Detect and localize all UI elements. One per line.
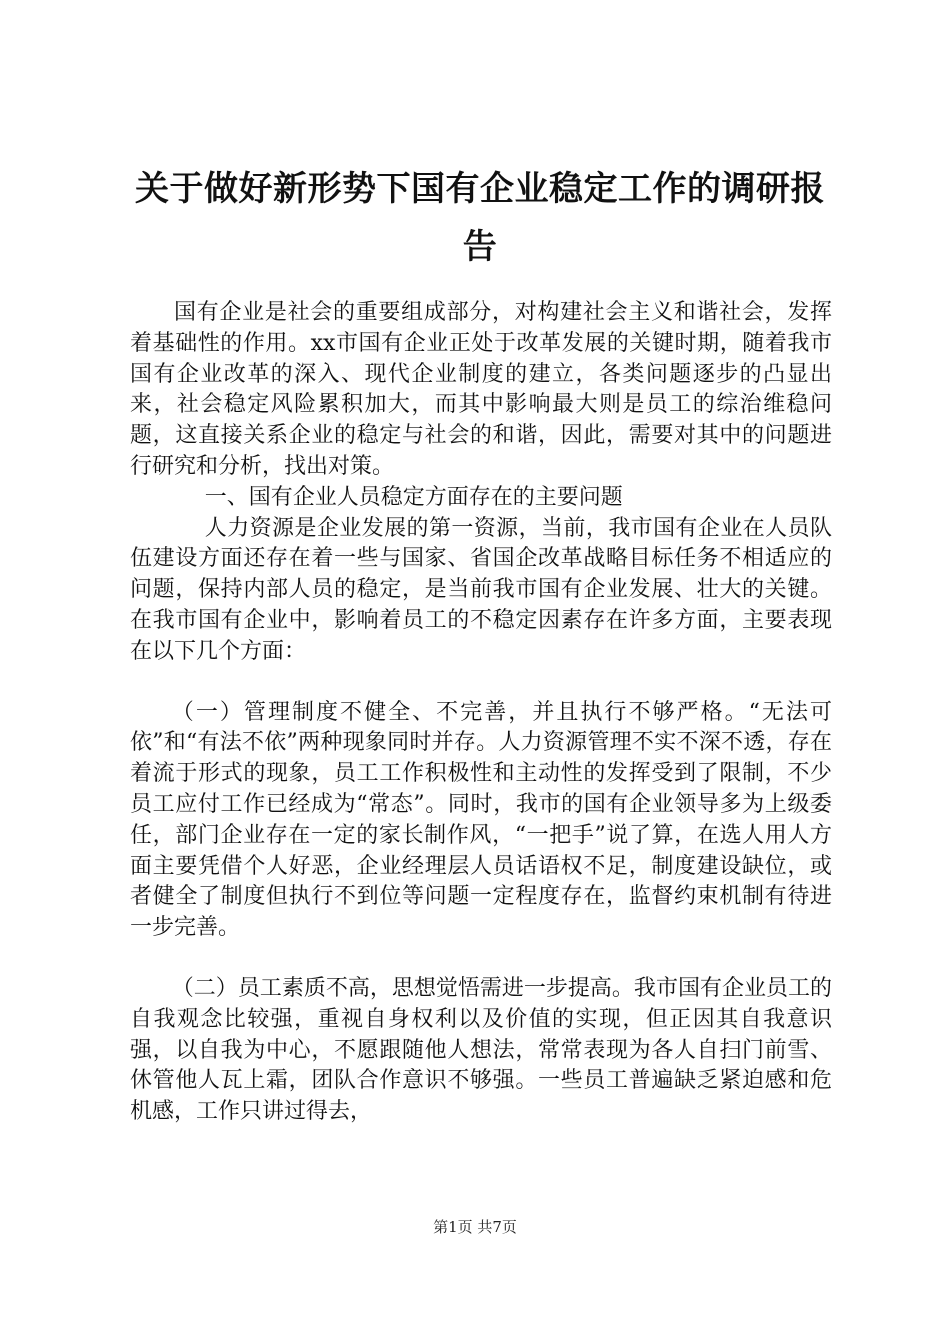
paragraph-gap xyxy=(130,944,832,974)
section-heading: 一、国有企业人员稳定方面存在的主要问题 xyxy=(204,484,623,510)
paragraph-gap xyxy=(130,668,832,698)
paragraph-human-resources: 人力资源是企业发展的第一资源，当前，我市国有企业在人员队伍建设方面还存在着一些与国家、省国企改革战略目标任务不相适应的问题，保持内部人员的稳定，是当前我市国有企业发展、壮大的关键。在我市国有企业中，影响着员工的不稳定因素存在许多方面，主要表现在以下几个方面： xyxy=(130,515,832,664)
page-number-footer: 第1页 共7页 xyxy=(433,1218,517,1236)
document-body xyxy=(130,298,832,1128)
paragraph-section-2: （二）员工素质不高，思想觉悟需进一步提高。我市国有企业员工的自我观念比较强，重视自身权利以及价值的实现，但正因其自我意识强，以自我为中心，不愿跟随他人想法，常常表现为各人自扫门前雪、休管他人瓦上霜，团队合作意识不够强。一些员工普遍缺乏紧迫感和危机感，工作只讲过得去， xyxy=(130,975,832,1125)
paragraph-intro: 国有企业是社会的重要组成部分，对构建社会主义和谐社会，发挥着基础性的作用。xx市国有企业正处于改革发展的关键时期，随着我市国有企业改革的深入、现代企业制度的建立，各类问题逐步的凸显出来，社会稳定风险累积加大，而其中影响最大则是员工的综治维稳问题，这直接关系企业的稳定与社会的和谐，因此，需要对其中的问题进行研究和分析，找出对策。 xyxy=(130,300,832,479)
paragraph-section-1: （一）管理制度不健全、不完善，并且执行不够严格。“无法可依”和“有法不依”两种现象同时并存。人力资源管理不实不深不透，存在着流于形式的现象，员工工作积极性和主动性的发挥受到了限制，不少员工应付工作已经成为“常态”。同时，我市的国有企业领导多为上级委任，部门企业存在一定的家长制作风，“一把手”说了算，在选人用人方面主要凭借个人好恶，企业经理层人员话语权不足，制度建设缺位，或者健全了制度但执行不到位等问题一定程度存在，监督约束机制有待进一步完善。 xyxy=(130,699,832,941)
document-title: 关于做好新形势下国有企业稳定工作的调研报告 xyxy=(135,169,825,267)
